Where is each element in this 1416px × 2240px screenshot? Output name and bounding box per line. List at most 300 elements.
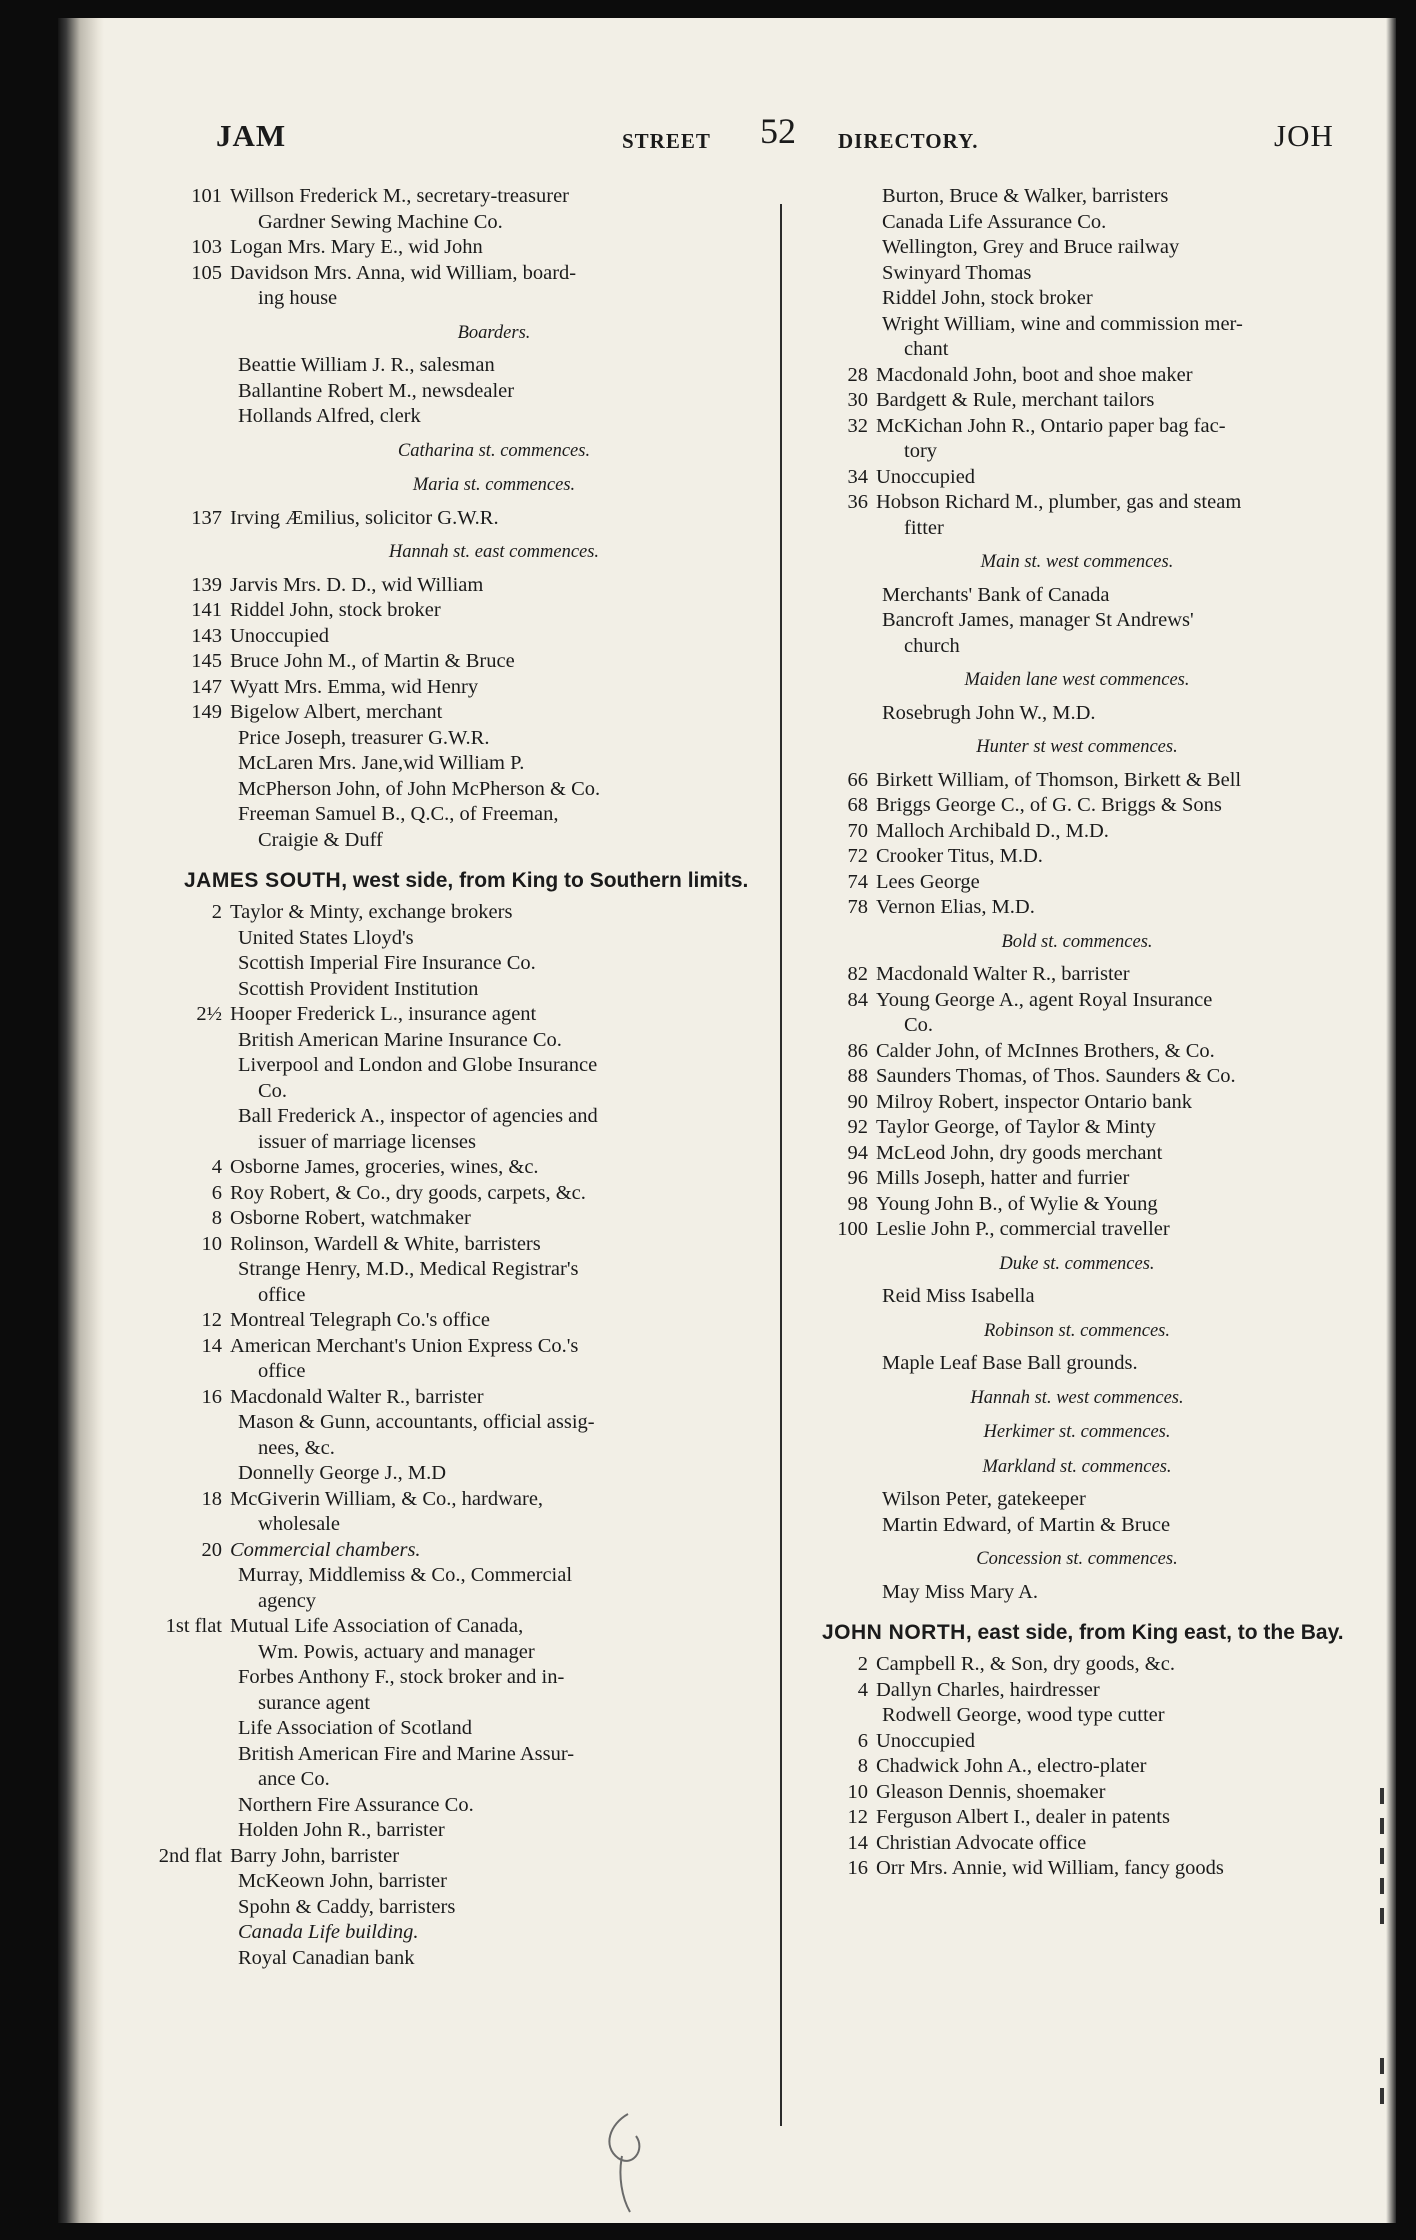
house-number: 94: [847, 1141, 868, 1164]
directory-entry: [158, 1206, 770, 1232]
directory-entry: [794, 490, 1360, 516]
directory-entry: [158, 1920, 770, 1946]
directory-entry: [794, 1754, 1360, 1780]
entry-text: Holden John R., barrister: [238, 1819, 445, 1841]
entry-continuation: [158, 1283, 770, 1309]
house-number: 14: [847, 1831, 868, 1854]
directory-entry: [794, 870, 1360, 896]
house-number: 2: [857, 1653, 868, 1675]
entry-text: Wilson Peter, gatekeeper: [882, 1488, 1086, 1510]
directory-entry: [158, 1487, 770, 1513]
entry-text: British American Marine Insurance Co.: [238, 1028, 562, 1051]
margin-mark: [1380, 1788, 1384, 1804]
directory-entry: [794, 1166, 1360, 1192]
entry-text: Merchants' Bank of Canada: [882, 583, 1110, 606]
directory-entry: [794, 1678, 1360, 1704]
house-number: 92: [847, 1116, 868, 1138]
entry-text: wholesale: [258, 1513, 340, 1535]
entry-continuation: [158, 1640, 770, 1666]
directory-entry: [158, 649, 770, 675]
entry-text: Macdonald John, boot and shoe maker: [876, 363, 1193, 386]
directory-entry: [158, 700, 770, 726]
entry-text: Forbes Anthony F., stock broker and in-: [238, 1666, 565, 1688]
left-column: [158, 184, 770, 1971]
entry-text: Unoccupied: [876, 465, 976, 488]
entry-text: surance agent: [258, 1691, 371, 1714]
entry-continuation: [794, 516, 1360, 542]
directory-entry: [794, 1703, 1360, 1729]
entry-text: Price Joseph, treasurer G.W.R.: [238, 726, 490, 749]
house-number: 78: [847, 896, 868, 918]
directory-entry: [794, 988, 1360, 1014]
entry-text: chant: [904, 338, 949, 360]
directory-entry: [158, 1028, 770, 1054]
street-name: JAMES SOUTH: [184, 869, 342, 892]
directory-entry: [794, 701, 1360, 727]
directory-entry: [794, 312, 1360, 338]
street-commences-heading: Concession st. commences.: [976, 1549, 1178, 1569]
street-commences-heading: Maria st. commences.: [412, 475, 576, 495]
entry-text: United States Lloyd's: [238, 926, 414, 949]
entry-text: Osborne Robert, watchmaker: [230, 1207, 471, 1229]
entry-text: Barry John, barrister: [230, 1844, 400, 1867]
house-number: 2nd flat: [158, 1844, 222, 1867]
street-commences-heading: Boarders.: [457, 322, 531, 343]
street-commences-heading: Markland st. commences.: [982, 1456, 1172, 1477]
directory-entry: [158, 1385, 770, 1411]
directory-entry: [794, 388, 1360, 414]
directory-entry: [158, 598, 770, 624]
entry-text: Beattie William J. R., salesman: [238, 354, 495, 376]
directory-entry: [794, 1217, 1360, 1243]
entry-continuation: [158, 1130, 770, 1156]
directory-entry: [158, 1410, 770, 1436]
house-number: 14: [201, 1334, 222, 1357]
entry-text: Macdonald Walter R., barrister: [230, 1385, 484, 1408]
house-number: 68: [847, 794, 868, 816]
entry-text: Chadwick John A., electro-plater: [876, 1755, 1147, 1777]
entry-text: Lees George: [876, 870, 980, 893]
house-number: 103: [191, 236, 222, 258]
entry-text: Willson Frederick M., secretary-treasurer: [230, 185, 569, 207]
street-commences-heading: Maiden lane west commences.: [964, 670, 1190, 690]
directory-entry: [794, 1351, 1360, 1377]
house-number: 86: [847, 1039, 868, 1062]
entry-text: Hobson Richard M., plumber, gas and steam: [876, 491, 1242, 513]
house-number: 10: [847, 1780, 868, 1803]
entry-text: Scottish Provident Institution: [238, 977, 479, 1000]
entry-text: Gardner Sewing Machine Co.: [258, 210, 503, 233]
running-header: [58, 110, 1396, 170]
directory-entry: [158, 977, 770, 1003]
column-divider: [780, 204, 782, 2126]
entry-text: Logan Mrs. Mary E., wid John: [230, 236, 483, 258]
directory-entry: [794, 414, 1360, 440]
directory-entry: [794, 1039, 1360, 1065]
entry-text: Hollands Alfred, clerk: [238, 405, 421, 427]
house-number: 4: [211, 1156, 222, 1178]
entry-text: Rolinson, Wardell & White, barristers: [230, 1232, 541, 1255]
entry-continuation: [158, 210, 770, 236]
directory-entry: [158, 235, 770, 261]
entry-text: Donnelly George J., M.D: [238, 1462, 447, 1484]
entry-text: ance Co.: [258, 1768, 330, 1790]
entry-continuation: [158, 286, 770, 312]
directory-entry: [794, 793, 1360, 819]
house-number: 84: [847, 988, 868, 1011]
entry-text: Scottish Imperial Fire Insurance Co.: [238, 952, 536, 974]
directory-entry: [794, 210, 1360, 236]
directory-entry: [794, 608, 1360, 634]
entry-text: Young George A., agent Royal Insurance: [876, 988, 1213, 1011]
directory-entry: [158, 926, 770, 952]
entry-text: Canada Life Assurance Co.: [882, 210, 1107, 233]
house-number: 28: [847, 363, 868, 386]
street-commences-heading: Herkimer st. commences.: [983, 1422, 1171, 1442]
house-number: 70: [847, 819, 868, 842]
directory-entry: [794, 261, 1360, 287]
directory-entry: [158, 353, 770, 379]
entry-continuation: [158, 1079, 770, 1105]
house-number: 90: [847, 1090, 868, 1113]
directory-entry: [158, 1614, 770, 1640]
directory-entry: [158, 184, 770, 210]
directory-entry: [158, 1716, 770, 1742]
house-number: 74: [847, 870, 868, 893]
directory-entry: [158, 1538, 770, 1564]
directory-entry: [794, 583, 1360, 609]
entry-text: Burton, Bruce & Walker, barristers: [882, 185, 1169, 207]
house-number: 12: [847, 1806, 868, 1828]
directory-entry: [158, 1181, 770, 1207]
directory-entry: [158, 1334, 770, 1360]
street-extent: , west side, from King to Southern limits.: [341, 869, 749, 892]
directory-entry: [158, 777, 770, 803]
entry-text: Campbell R., & Son, dry goods, &c.: [876, 1653, 1175, 1675]
house-number: 141: [191, 599, 222, 621]
entry-text: Vernon Elias, M.D.: [876, 896, 1035, 918]
directory-entry: [794, 1805, 1360, 1831]
entry-text: Royal Canadian bank: [238, 1946, 415, 1969]
directory-entry: [794, 235, 1360, 261]
entry-text: Martin Edward, of Martin & Bruce: [882, 1513, 1171, 1536]
directory-entry: [794, 1729, 1360, 1755]
entry-text: Macdonald Walter R., barrister: [876, 963, 1130, 985]
house-number: 8: [857, 1755, 868, 1777]
entry-text: McLaren Mrs. Jane,wid William P.: [238, 752, 525, 774]
house-number: 100: [837, 1218, 868, 1240]
entry-text: Wyatt Mrs. Emma, wid Henry: [230, 675, 479, 698]
entry-text: Young John B., of Wylie & Young: [876, 1192, 1158, 1215]
entry-continuation: [794, 439, 1360, 465]
entry-text: Freeman Samuel B., Q.C., of Freeman,: [238, 803, 559, 825]
entry-text: Mason & Gunn, accountants, official assig-: [238, 1411, 595, 1433]
entry-text: Mills Joseph, hatter and furrier: [876, 1167, 1130, 1189]
section-heading-text: [794, 1619, 1360, 1646]
directory-entry: [794, 1513, 1360, 1539]
house-number: 72: [847, 845, 868, 867]
entry-text: Wellington, Grey and Bruce railway: [882, 236, 1180, 258]
house-number: 88: [847, 1065, 868, 1087]
directory-entry: [794, 1780, 1360, 1806]
house-number: 4: [857, 1678, 868, 1701]
directory-entry: [794, 1090, 1360, 1116]
house-number: 145: [191, 650, 222, 672]
street-commences-heading: Bold st. commences.: [1001, 931, 1153, 952]
directory-entry: [794, 465, 1360, 491]
margin-mark: [1380, 1818, 1384, 1834]
entry-continuation: [158, 828, 770, 854]
street-commences-heading: Hunter st west commences.: [976, 737, 1178, 757]
directory-entry: [158, 1232, 770, 1258]
entry-text: Bancroft James, manager St Andrews': [882, 609, 1194, 631]
street-commences-heading: Robinson st. commences.: [984, 1320, 1170, 1341]
house-number: 147: [191, 675, 222, 698]
street-commences-heading: Catharina st. commences.: [397, 440, 591, 461]
directory-entry: [158, 675, 770, 701]
entry-text: Jarvis Mrs. D. D., wid William: [230, 573, 484, 596]
street-commences-heading: Hannah st. west commences.: [970, 1387, 1184, 1408]
house-number: 16: [201, 1385, 222, 1408]
house-number: 1st flat: [165, 1615, 222, 1637]
directory-entry: [158, 751, 770, 777]
entry-text: Davidson Mrs. Anna, wid William, board-: [230, 261, 577, 284]
entry-text: Co.: [258, 1079, 288, 1102]
house-number: 143: [191, 624, 222, 647]
entry-text: McGiverin William, & Co., hardware,: [230, 1487, 544, 1510]
entry-text: Milroy Robert, inspector Ontario bank: [876, 1090, 1192, 1113]
directory-entry: [158, 1053, 770, 1079]
house-number: 30: [847, 389, 868, 411]
directory-entry: [794, 1580, 1360, 1606]
entry-text: agency: [258, 1589, 317, 1612]
directory-entry: [794, 1284, 1360, 1310]
entry-text: Craigie & Duff: [258, 828, 383, 851]
entry-text: Bigelow Albert, merchant: [230, 701, 443, 723]
directory-entry: [158, 726, 770, 752]
directory-entry: [158, 1844, 770, 1870]
directory-entry: [794, 363, 1360, 389]
directory-entry: [794, 844, 1360, 870]
entry-text: Unoccupied: [230, 624, 330, 647]
entry-text: Commercial chambers.: [230, 1538, 421, 1561]
house-number: 105: [191, 261, 222, 284]
entry-text: Wm. Powis, actuary and manager: [258, 1640, 535, 1663]
directory-entry: [158, 1155, 770, 1181]
entry-continuation: [794, 337, 1360, 363]
page-edge: [1386, 18, 1396, 2223]
margin-mark: [1380, 1848, 1384, 1864]
house-number: 101: [191, 185, 222, 207]
street-commences-heading: Main st. west commences.: [980, 552, 1174, 572]
directory-entry: [158, 1002, 770, 1028]
directory-entry: [158, 1946, 770, 1972]
house-number: 34: [847, 465, 868, 488]
directory-entry: [158, 1895, 770, 1921]
directory-entry: [158, 506, 770, 532]
entry-text: Briggs George C., of G. C. Briggs & Sons: [876, 794, 1222, 816]
entry-text: McLeod John, dry goods merchant: [876, 1141, 1163, 1164]
entry-text: Mutual Life Association of Canada,: [230, 1615, 524, 1637]
house-number: 6: [857, 1729, 868, 1752]
house-number: 10: [201, 1232, 222, 1255]
entry-text: Bardgett & Rule, merchant tailors: [876, 389, 1155, 411]
directory-entry: [794, 1115, 1360, 1141]
entry-continuation: [158, 1691, 770, 1717]
entry-text: Malloch Archibald D., M.D.: [876, 819, 1109, 842]
entry-text: Canada Life building.: [238, 1921, 419, 1943]
entry-text: ing house: [258, 287, 338, 309]
directory-entry: [158, 1818, 770, 1844]
street-name: JOHN NORTH: [822, 1621, 966, 1644]
directory-entry: [158, 951, 770, 977]
entry-text: Ball Frederick A., inspector of agencies and: [238, 1105, 598, 1127]
margin-mark: [1380, 2058, 1384, 2074]
entry-text: tory: [904, 440, 938, 462]
right-column: [794, 184, 1360, 1882]
entry-text: Hooper Frederick L., insurance agent: [230, 1003, 537, 1025]
house-number: 32: [847, 414, 868, 437]
directory-entry: [158, 1563, 770, 1589]
directory-entry: [794, 1064, 1360, 1090]
entry-text: Ferguson Albert I., dealer in patents: [876, 1806, 1170, 1828]
directory-entry: [158, 379, 770, 405]
margin-mark: [1380, 2088, 1384, 2104]
entry-text: British American Fire and Marine Assur-: [238, 1742, 575, 1765]
directory-entry: [794, 768, 1360, 794]
margin-mark: [1380, 1908, 1384, 1924]
entry-continuation: [794, 1013, 1360, 1039]
entry-continuation: [158, 1359, 770, 1385]
entry-text: Dallyn Charles, hairdresser: [876, 1678, 1100, 1701]
directory-page: [58, 18, 1396, 2223]
entry-text: Liverpool and London and Globe Insurance: [238, 1054, 598, 1076]
entry-text: Swinyard Thomas: [882, 261, 1032, 284]
entry-text: office: [258, 1283, 306, 1306]
entry-text: Riddel John, stock broker: [230, 599, 441, 621]
house-number: 20: [201, 1538, 222, 1561]
entry-text: Birkett William, of Thomson, Birkett & Bell: [876, 768, 1242, 791]
house-number: 36: [847, 491, 868, 513]
directory-entry: [158, 573, 770, 599]
header-left-guide: JAM: [216, 118, 287, 153]
entry-continuation: [158, 1436, 770, 1462]
entry-text: Leslie John P., commercial traveller: [876, 1218, 1170, 1240]
directory-entry: [794, 895, 1360, 921]
entry-text: Osborne James, groceries, wines, &c.: [230, 1156, 539, 1178]
house-number: 2: [211, 901, 222, 923]
house-number: 98: [847, 1192, 868, 1215]
entry-continuation: [158, 1767, 770, 1793]
entry-text: Rodwell George, wood type cutter: [882, 1704, 1165, 1726]
header-directory: DIRECTORY.: [838, 129, 979, 153]
entry-text: Unoccupied: [876, 1729, 976, 1752]
entry-text: Montreal Telegraph Co.'s office: [230, 1309, 490, 1331]
street-section-heading: [794, 1619, 1360, 1646]
entry-continuation: [158, 1512, 770, 1538]
entry-text: Northern Fire Assurance Co.: [238, 1793, 474, 1816]
directory-entry: [158, 900, 770, 926]
house-number: 149: [191, 701, 222, 723]
house-number: 2½: [196, 1003, 222, 1025]
house-number: 16: [847, 1857, 868, 1879]
house-number: 12: [201, 1309, 222, 1331]
street-commences-heading: Hannah st. east commences.: [388, 542, 600, 562]
directory-entry: [158, 1308, 770, 1334]
entry-text: Riddel John, stock broker: [882, 287, 1093, 309]
directory-entry: [158, 624, 770, 650]
entry-text: Crooker Titus, M.D.: [876, 845, 1043, 867]
entry-text: Murray, Middlemiss & Co., Commercial: [238, 1564, 573, 1586]
directory-entry: [794, 1141, 1360, 1167]
entry-text: Rosebrugh John W., M.D.: [882, 701, 1096, 724]
entry-text: issuer of marriage licenses: [258, 1130, 477, 1153]
directory-entry: [158, 1793, 770, 1819]
pencil-mark-icon: [588, 2106, 668, 2216]
directory-entry: [158, 404, 770, 430]
directory-entry: [794, 1652, 1360, 1678]
house-number: 6: [211, 1181, 222, 1204]
street-commences-heading: Duke st. commences.: [999, 1253, 1155, 1274]
directory-entry: [158, 1104, 770, 1130]
margin-marks: [1372, 18, 1384, 2223]
directory-entry: [158, 1257, 770, 1283]
entry-text: May Miss Mary A.: [882, 1580, 1039, 1603]
section-heading-text: [158, 867, 770, 894]
entry-text: McKichan John R., Ontario paper bag fac-: [876, 414, 1226, 437]
entry-text: McPherson John, of John McPherson & Co.: [238, 777, 601, 800]
directory-entry: [794, 962, 1360, 988]
entry-continuation: [794, 634, 1360, 660]
house-number: 82: [847, 963, 868, 985]
directory-entry: [158, 261, 770, 287]
margin-mark: [1380, 1878, 1384, 1894]
entry-text: American Merchant's Union Express Co.'s: [230, 1334, 579, 1357]
house-number: 18: [201, 1487, 222, 1510]
entry-text: Gleason Dennis, shoemaker: [876, 1780, 1106, 1803]
entry-text: Bruce John M., of Martin & Bruce: [230, 650, 515, 672]
directory-entry: [794, 1831, 1360, 1857]
header-right-guide: JOH: [1274, 118, 1334, 153]
entry-text: Life Association of Scotland: [238, 1717, 472, 1739]
directory-entry: [794, 286, 1360, 312]
directory-entry: [794, 819, 1360, 845]
house-number: 66: [847, 768, 868, 791]
entry-text: Ballantine Robert M., newsdealer: [238, 379, 515, 402]
entry-text: Wright William, wine and commission mer-: [882, 312, 1243, 335]
entry-text: Irving Æmilius, solicitor G.W.R.: [230, 506, 499, 529]
header-street: STREET: [622, 129, 711, 153]
entry-continuation: [158, 1589, 770, 1615]
house-number: 137: [191, 506, 222, 529]
entry-text: Christian Advocate office: [876, 1831, 1087, 1854]
book-binding: [58, 18, 104, 2223]
directory-entry: [158, 1742, 770, 1768]
entry-text: office: [258, 1360, 306, 1382]
entry-text: fitter: [904, 516, 944, 539]
directory-entry: [158, 1461, 770, 1487]
entry-text: Roy Robert, & Co., dry goods, carpets, &c.: [230, 1181, 586, 1204]
entry-text: Strange Henry, M.D., Medical Registrar's: [238, 1258, 579, 1280]
entry-text: Maple Leaf Base Ball grounds.: [882, 1352, 1138, 1374]
entry-text: Co.: [904, 1014, 934, 1036]
entry-text: Taylor George, of Taylor & Minty: [876, 1116, 1156, 1138]
entry-text: Reid Miss Isabella: [882, 1285, 1035, 1307]
page-number: 52: [760, 111, 796, 151]
street-section-heading: [158, 867, 770, 894]
entry-text: Saunders Thomas, of Thos. Saunders & Co.: [876, 1065, 1236, 1087]
entry-text: Calder John, of McInnes Brothers, & Co.: [876, 1039, 1215, 1062]
